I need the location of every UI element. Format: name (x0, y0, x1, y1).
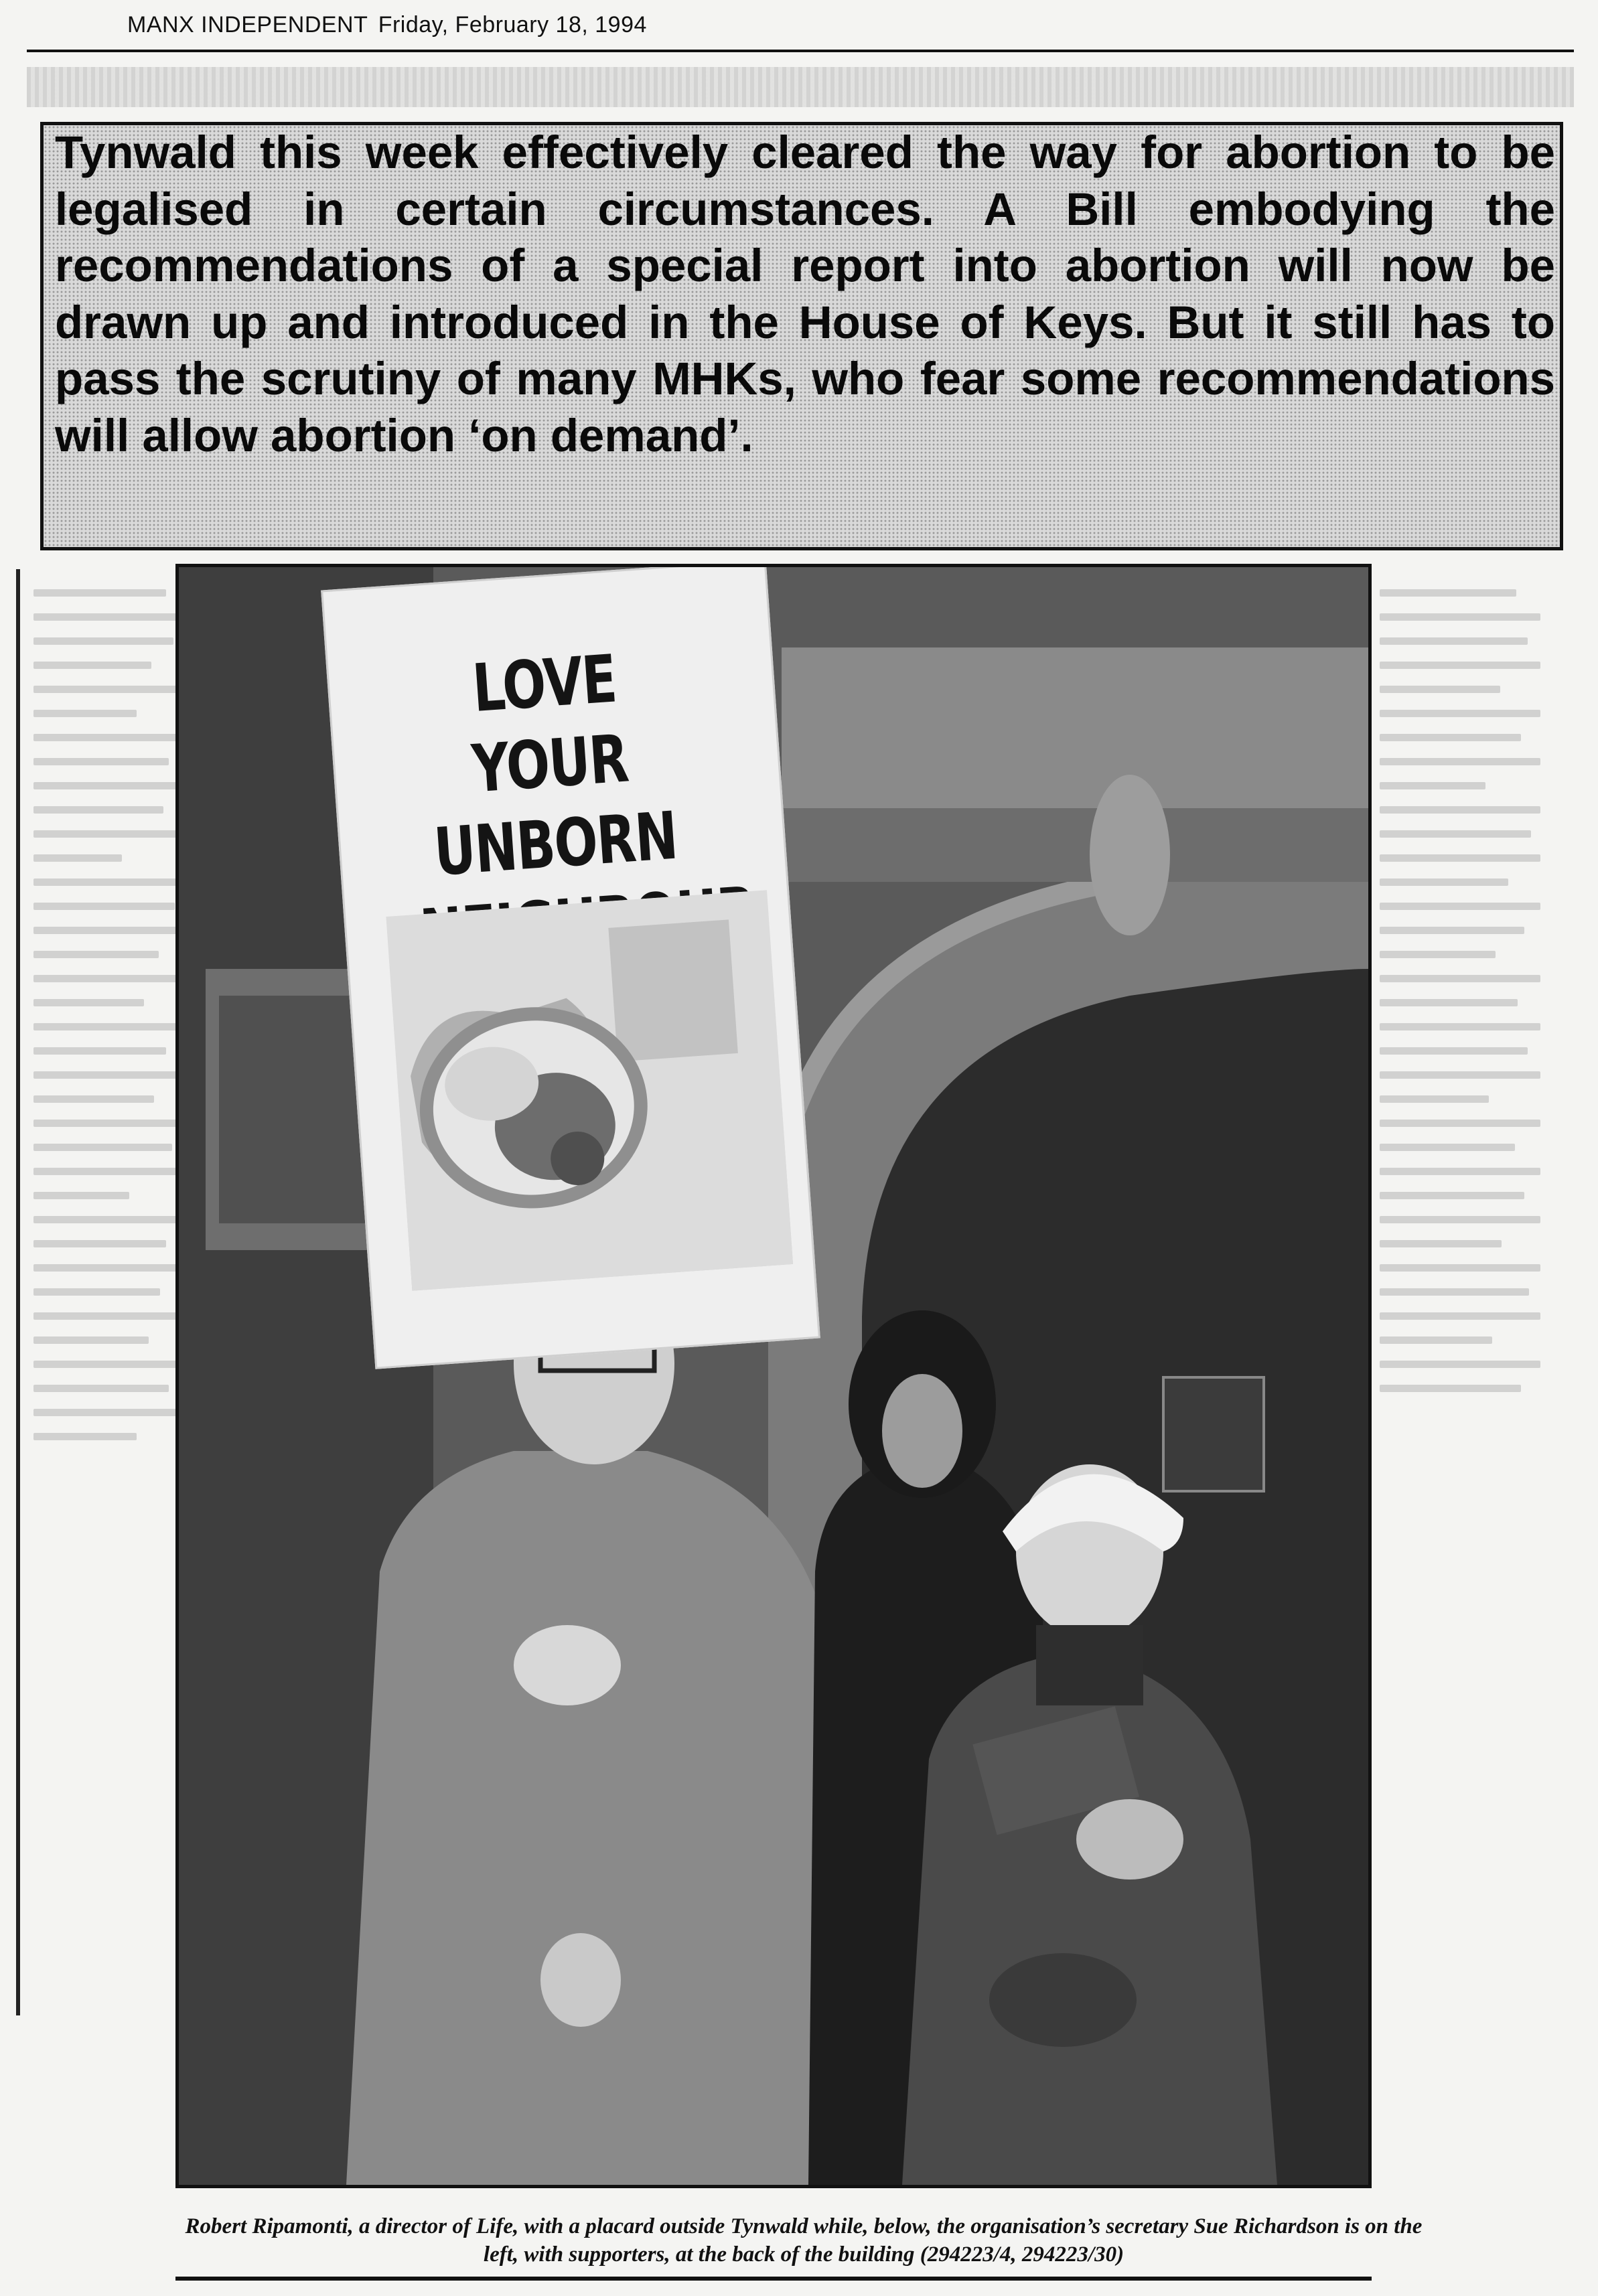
publication-name: MANX INDEPENDENT (127, 12, 368, 37)
background-column-left (33, 589, 181, 2216)
background-bleed-strip (27, 67, 1574, 107)
placard-line-1: LOVE YOUR (469, 641, 630, 808)
placard (321, 564, 820, 1369)
foetus-illustration (386, 890, 793, 1290)
bottom-rule (175, 2277, 1372, 2281)
background-column-right (1380, 589, 1540, 2216)
masthead (127, 12, 647, 38)
placard-foetus-illustration (386, 890, 793, 1290)
news-photograph (175, 564, 1372, 2188)
margin-mark (16, 569, 20, 2015)
standfirst-text: Tynwald this week effectively cleared the way for abortion to be legalised in certain circumstances. A Bill embodying the recommendations of a special report into abortion will now be drawn up and introduced in the House of Keys. But it still has to pass the scrutiny of many MHKs, who fear some recommendations will allow abortion ‘on demand’. (55, 127, 1555, 461)
top-rule (27, 50, 1574, 52)
publication-date: Friday, February 18, 1994 (378, 12, 647, 37)
placard-line-2: UNBORN (431, 797, 680, 891)
photo-caption: Robert Ripamonti, a director of Life, with a placard outside Tynwald while, below, the organisation’s secretary Sue Richardson is on the left, with supporters, at the back of the building (294223/4, 294223/30) (185, 2214, 1423, 2267)
